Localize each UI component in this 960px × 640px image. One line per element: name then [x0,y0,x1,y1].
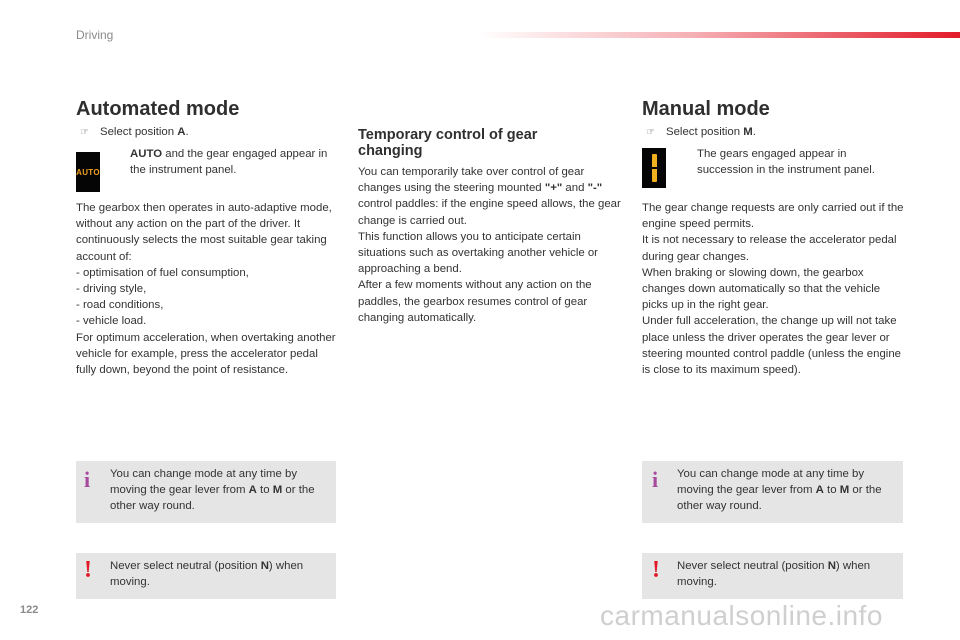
auto-display-image [76,152,100,192]
info-note-text [677,466,891,515]
page-number: 122 [20,604,39,616]
auto-display-caption [130,146,340,178]
auto-caption-text: and the gear engaged appear in the instrument panel. [130,148,328,177]
warning-icon: ! [84,557,92,583]
warning-note-text [110,558,324,590]
temp-and: and [562,182,588,195]
info-icon: i [84,467,91,492]
section-header: Driving [76,28,114,42]
info-note-box [642,461,903,523]
watermark: carmanualsonline.info [600,600,883,631]
warning-note-box [76,553,336,599]
header-accent-bar [478,32,960,38]
manual-display-caption: The gears engaged appear in succession in the instrument panel. [697,148,875,177]
info-text-b: or the other way round. [677,484,882,513]
info-text-a: You can change mode at any time by moving the gear lever from [677,468,865,497]
plus-paddle-label: "+" [544,182,563,195]
warn-pos: N [260,560,269,572]
temp-body-a: You can temporarily take over control of gear changes using the steering mounted [358,166,585,195]
automated-mode-title: Automated mode [76,98,240,120]
temporary-control-title: Temporary control of gear changing [358,127,538,159]
warning-note-text [677,558,891,590]
temporary-control-body [358,164,624,326]
temp-body-b: control paddles: if the engine speed allows, the gear change is carried out. This function allows you to anticipate certain situations such as overtaking another vehicle or approaching a bend. After a few moments without any action on the paddles, the gearbox resumes control of gear changing automatically. [358,198,621,324]
manual-mode-title: Manual mode [642,98,770,120]
arrow-bullet-icon: ☞ [80,127,89,138]
info-to: M [272,484,283,497]
info-text-b: or the other way round. [110,484,315,513]
info-from: A [815,484,824,497]
automated-select-position: ☞ Select position A. [80,126,189,138]
info-note-box [76,461,336,523]
arrow-bullet-icon: ☞ [646,127,655,138]
manual-display-image [642,148,666,188]
info-to-word: to [823,484,840,497]
select-prefix: Select position [100,126,175,138]
select-position-letter: A [177,126,186,138]
info-to-word: to [256,484,273,497]
manual-select-position: ☞ Select position M. [646,126,756,138]
info-to: M [839,484,850,497]
select-prefix: Select position [666,126,741,138]
warning-icon: ! [652,557,660,583]
warn-text-a: Never select neutral (position [110,560,261,572]
warn-pos: N [827,560,836,572]
info-text-a: You can change mode at any time by moving the gear lever from [110,468,298,497]
info-from: A [248,484,257,497]
auto-display-text: AUTO [76,167,100,177]
automated-body-text: The gearbox then operates in auto-adaptive mode, without any action on the part of the driver. It continuously selects the most suitable gear taking account of: - optimisation of fuel consumption, - driving style, - road conditions, - vehicle load. For optimum acceleration, when overtaking another vehicle for example, press the accelerator pedal fully down, beyond the point of resistance. [76,202,336,377]
gear-digit-icon [652,154,657,182]
info-note-text [110,466,324,515]
minus-paddle-label: "-" [587,182,603,195]
warn-text-a: Never select neutral (position [677,560,828,572]
auto-caption-bold: AUTO [130,148,163,160]
select-position-letter: M [743,126,753,138]
info-icon: i [652,467,659,492]
manual-body-text: The gear change requests are only carried out if the engine speed permits. It is not necessary to release the accelerator pedal during gear changes. When braking or slowing down, the gearbox changes down automatically so that the vehicle picks up in the right gear. Under full acceleration, the change up will not take place unless the driver operates the gear lever or steering mounted control paddle (unless the engine is close to its maximum speed). [642,202,904,377]
warn-text-b: ) when moving. [110,560,304,589]
warning-note-box [642,553,903,599]
warn-text-b: ) when moving. [677,560,871,589]
